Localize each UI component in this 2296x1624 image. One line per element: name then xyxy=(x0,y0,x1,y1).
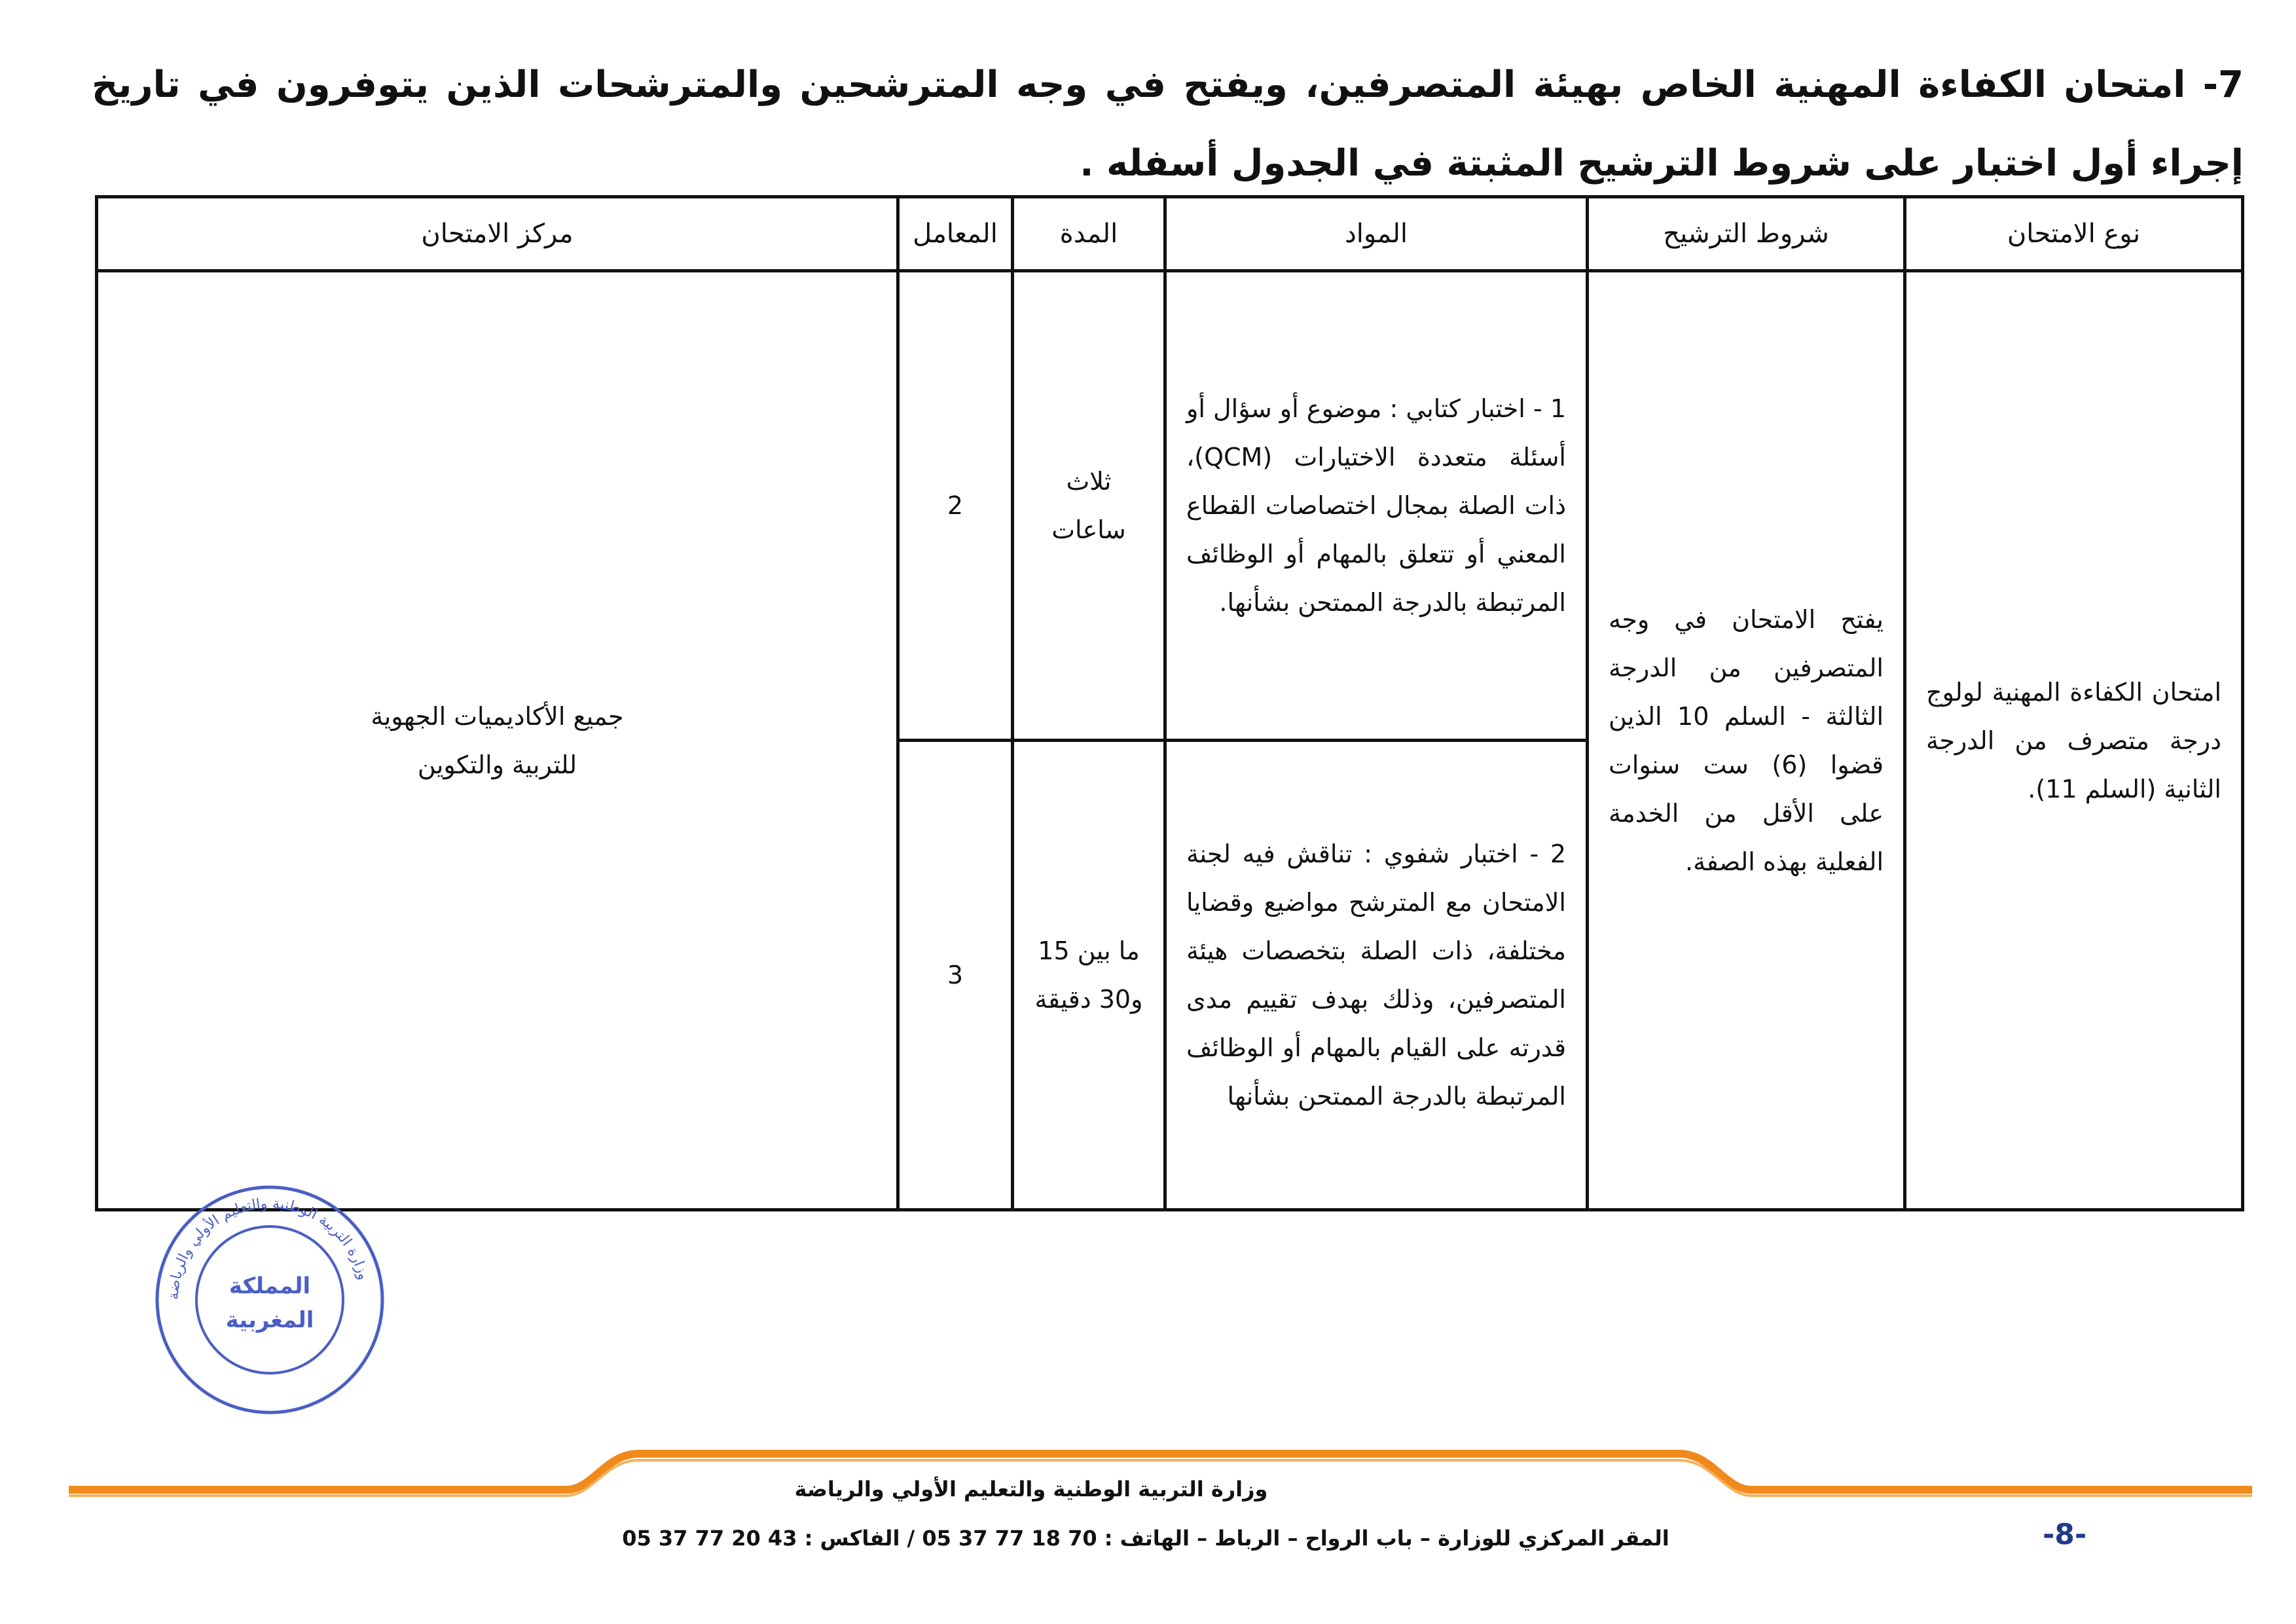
page-number: -8- xyxy=(2043,1518,2087,1551)
header-subjects: المواد xyxy=(1165,197,1588,271)
header-conditions: شروط الترشيح xyxy=(1588,197,1905,271)
stamp-inner-ring xyxy=(196,1227,343,1373)
stamp-outer-ring xyxy=(157,1187,382,1412)
duration-cell-oral: ما بين 15 و30 دقيقة xyxy=(1013,741,1165,1210)
table-header-row xyxy=(97,197,2243,271)
coefficient-cell-oral: 3 xyxy=(898,741,1013,1210)
stamp-line-1: المملكة xyxy=(228,1273,311,1299)
stamp-ring-text: وزارة التربية الوطنية والتعليم الأولي والرياضة xyxy=(165,1195,372,1301)
conditions-cell: يفتح الامتحان في وجه المتصرفين من الدرجة الثالثة - السلم 10 الذين قضوا (6) ست سنوات على الأقل من الخدمة الفعلية بهذه الصفة. xyxy=(1588,271,1905,1210)
exam-table xyxy=(95,195,2244,1211)
header-coefficient: المعامل xyxy=(898,197,1013,271)
coefficient-cell-written: 2 xyxy=(898,271,1013,741)
header-exam-type: نوع الامتحان xyxy=(1905,197,2243,271)
subject-cell-oral: 2 - اختبار شفوي : تناقش فيه لجنة الامتحان مع المترشح مواضيع وقضايا مختلفة، ذات الصلة بتخصصات هيئة المتصرفين، وذلك بهدف تقييم مدى قدرته على القيام بالمهام أو الوظائف المرتبطة بالدرجة الممتحن بشأنها xyxy=(1165,741,1588,1210)
subject-cell-written: 1 - اختبار كتابي : موضوع أو سؤال أو أسئلة متعددة الاختيارات (QCM)، ذات الصلة بمجال اختصاصات القطاع المعني أو تتعلق بالمهام أو الوظائف المرتبطة بالدرجة الممتحن بشأنها. xyxy=(1165,271,1588,741)
duration-cell-written: ثلاث ساعات xyxy=(1013,271,1165,741)
table-row xyxy=(97,271,2243,741)
footer-address: المقر المركزي للوزارة – باب الرواح – الرباط – الهاتف : 70 18 77 37 05 / الفاكس : 43 20 77 37 05 xyxy=(622,1526,1669,1551)
footer-ministry: وزارة التربية الوطنية والتعليم الأولي والرياضة xyxy=(794,1477,1268,1502)
official-stamp xyxy=(152,1182,388,1418)
header-center: مركز الامتحان xyxy=(97,197,898,271)
section-heading: 7- امتحان الكفاءة المهنية الخاص بهيئة المتصرفين، ويفتح في وجه المترشحين والمترشحات الذين يتوفرون في تاريخ إجراء أول اختبار على شروط الترشيح المثبتة في الجدول أسفله . xyxy=(92,64,2244,185)
center-cell: جميع الأكاديميات الجهوية للتربية والتكوين xyxy=(97,271,898,1210)
stamp-line-2: المغربية xyxy=(225,1307,314,1333)
exam-type-cell: امتحان الكفاءة المهنية لولوج درجة متصرف من الدرجة الثانية (السلم 11). xyxy=(1905,271,2243,1210)
header-duration: المدة xyxy=(1013,197,1165,271)
